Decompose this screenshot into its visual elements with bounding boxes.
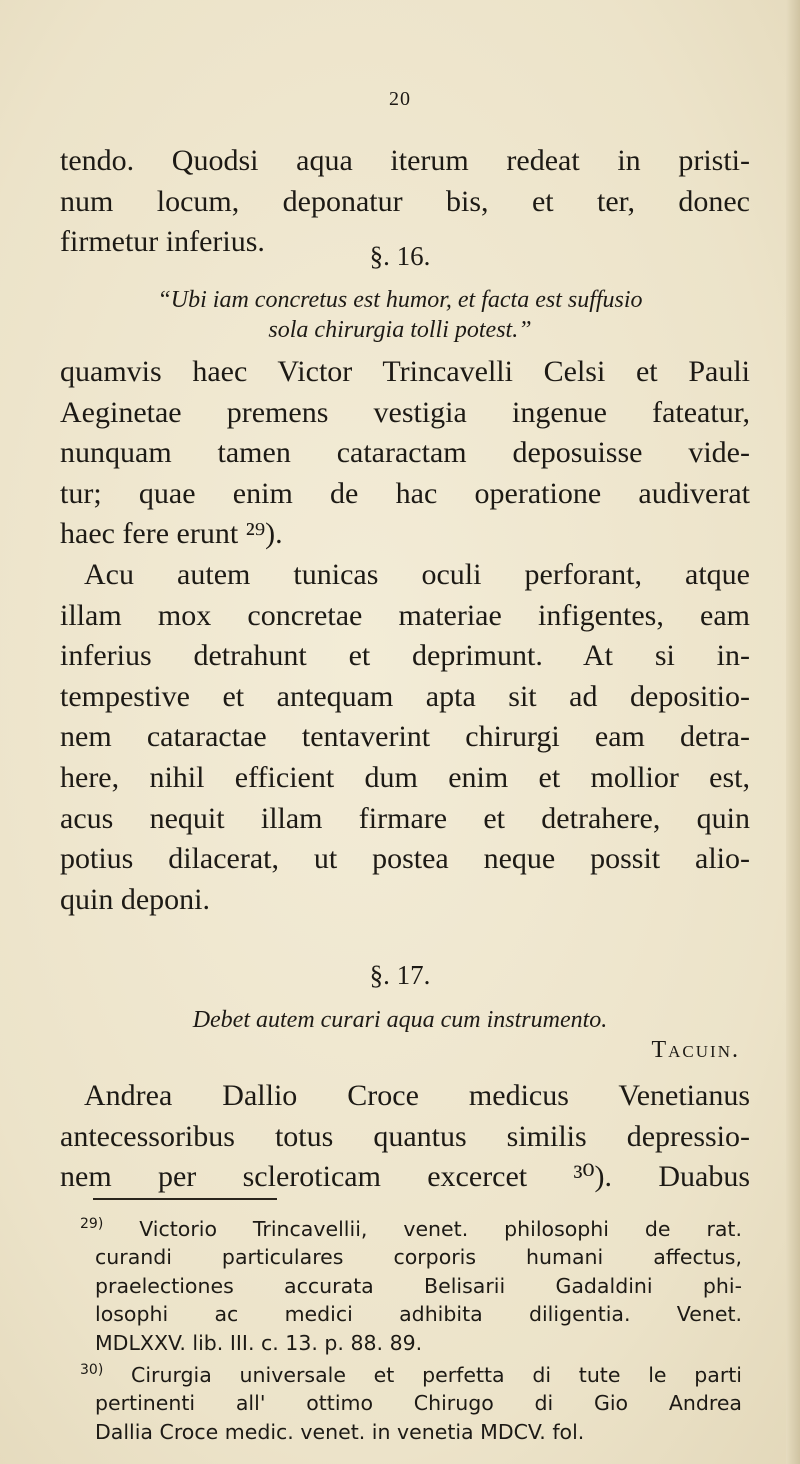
section-17-heading: §. 17. [369, 960, 431, 990]
section-16-heading: §. 16. [369, 241, 431, 271]
text-line: Acu autem tunicas oculi perforant, atque [84, 557, 750, 591]
paragraph-3 [60, 1076, 750, 1198]
section-16-title [0, 285, 800, 345]
text-line: illam mox concretae materiae infigentes, eam [60, 598, 750, 632]
text-line: tur; quae enim de hac operatione audiverat [60, 476, 750, 510]
text-line: tempestive et antequam apta sit ad depositio- [60, 679, 750, 713]
footnote-line: MDLXXV. lib. III. c. 13. p. 88. 89. [95, 1330, 423, 1355]
footnote-line: losophi ac medici adhibita diligentia. Venet. [95, 1302, 742, 1327]
text-line: Andrea Dallio Croce medicus Venetianus [84, 1079, 750, 1112]
text-line: nem per scleroticam excercet ³⁰). Duabus [60, 1160, 750, 1194]
text-line: here, nihil efficient dum enim et mollior est, [60, 760, 750, 794]
text-line: num locum, deponatur bis, et ter, donec [60, 184, 750, 218]
footnote-line: Dallia Croce medic. venet. in venetia MDCV. fol. [95, 1419, 585, 1444]
footnote-text: Cirurgia universale et perfetta di tute le parti [131, 1363, 742, 1387]
text-line: inferius detrahunt et deprimunt. At si in- [60, 639, 750, 673]
footnote-line [80, 1210, 742, 1243]
footnote-line: praelectiones accurata Belisarii Gadaldini phi- [95, 1273, 742, 1298]
page-edge [786, 0, 800, 1464]
footnote-separator [93, 1198, 277, 1200]
footnote-line: pertinenti all' ottimo Chirugo di Gio Andrea [95, 1391, 742, 1416]
text-line: nunquam tamen cataractam deposuisse vide- [60, 436, 750, 470]
footnote-line [80, 1356, 742, 1389]
text-line: quamvis haec Victor Trincavelli Celsi et Pauli [60, 355, 750, 388]
title-line: sola chirurgia tolli potest.” [268, 317, 532, 343]
text-line: tendo. Quodsi aqua iterum redeat in pristi- [60, 144, 750, 177]
footnote-30 [80, 1356, 742, 1446]
footnote-mark: 30) [80, 1362, 104, 1378]
text-line: acus nequit illam firmare et detrahere, quin [60, 801, 750, 835]
title-line: “Ubi iam concretus est humor, et facta est suffusio [157, 287, 643, 313]
text-line: firmetur inferius. [60, 225, 265, 259]
text-line: quin deponi. [60, 882, 210, 916]
footnote-29 [80, 1210, 742, 1357]
section-17-author: Tacuin. [651, 1037, 740, 1063]
page-number: 20 [389, 88, 411, 110]
text-line: haec fere erunt ²⁹). [60, 517, 283, 551]
text-line: nem cataractae tentaverint chirurgi eam detra- [60, 720, 750, 754]
text-line: potius dilacerat, ut postea neque possit alio- [60, 842, 750, 876]
footnote-text: Victorio Trincavellii, venet. philosophi de rat. [139, 1217, 742, 1241]
text-line: Aeginetae premens vestigia ingenue fateatur, [60, 395, 750, 429]
footnote-mark: 29) [80, 1216, 104, 1232]
footnote-line: curandi particulares corporis humani affectus, [95, 1245, 742, 1270]
paragraph-2 [60, 352, 750, 920]
text-line: antecessoribus totus quantus similis depressio- [60, 1119, 750, 1153]
section-17-title: Debet autem curari aqua cum instrumento. [192, 1007, 608, 1033]
